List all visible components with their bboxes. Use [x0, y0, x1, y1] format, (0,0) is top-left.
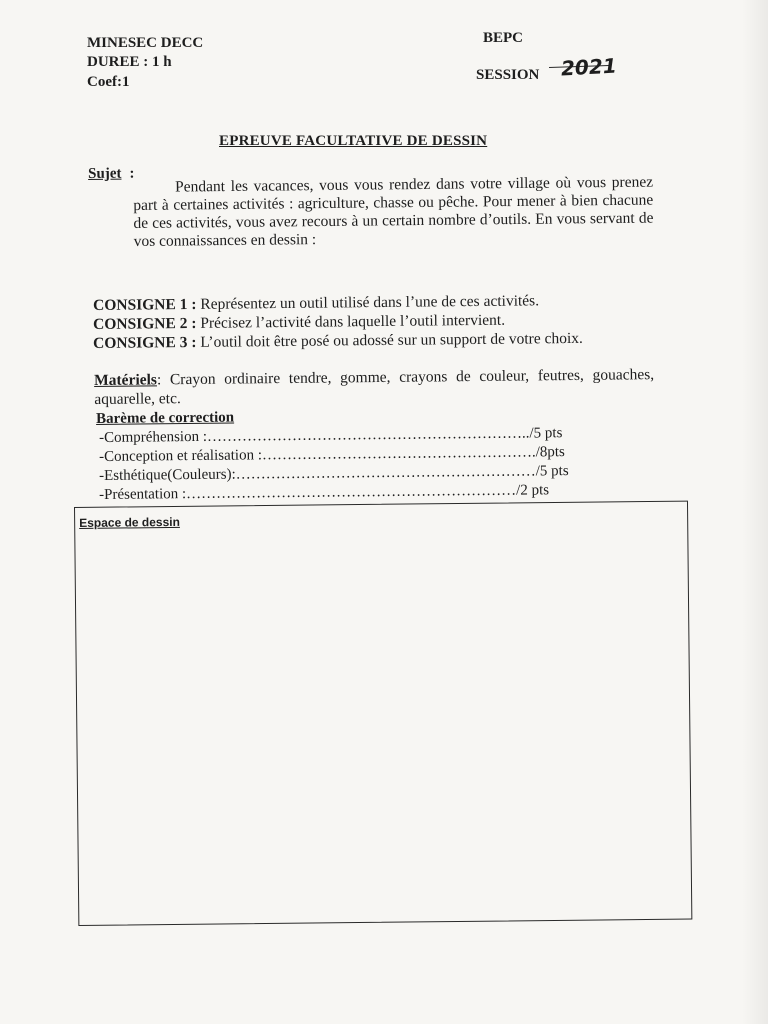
page-title: EPREUVE FACULTATIVE DE DESSIN [219, 133, 488, 149]
bareme-item: -Compréhension :………………………………………………………../5 pts [99, 425, 563, 446]
consigne-1-label: CONSIGNE 1 : [93, 295, 197, 314]
header-coefficient: Coef:1 [87, 74, 130, 90]
drawing-area[interactable] [74, 501, 692, 926]
drawing-area-label: Espace de dessin [79, 514, 180, 530]
consigne-3-text: L’outil doit être posé ou adossé sur un support de votre choix. [200, 329, 583, 351]
subject-colon: : [129, 165, 135, 182]
header-exam: BEPC [483, 30, 524, 46]
bareme-item: -Présentation :…………………………………………………………/2 pts [99, 482, 550, 503]
consigne-1-text: Représentez un outil utilisé dans l’une de ces activités. [200, 292, 540, 313]
bareme-item: -Conception et réalisation :………………………………………………./8pts [99, 444, 565, 465]
bareme-title: Barème de correction [96, 409, 235, 427]
page-edge-shadow [742, 0, 768, 1024]
subject-label: Sujet [88, 165, 122, 182]
consigne-3-label: CONSIGNE 3 : [93, 333, 197, 352]
bareme-item: -Esthétique(Couleurs):……………………………………………………/5 pts [99, 463, 569, 484]
header-duration: DUREE : 1 h [87, 54, 172, 70]
header-institution: MINESEC DECC [87, 35, 204, 51]
consigne-3 [93, 330, 583, 353]
consigne-2-text: Précisez l’activité dans laquelle l’outil intervient. [200, 311, 506, 332]
materials-text: : Crayon ordinaire tendre, gomme, crayons de couleur, feutres, gouaches, aquarelle, etc. [94, 366, 655, 408]
consigne-2-label: CONSIGNE 2 : [93, 314, 197, 333]
subject-text: Pendant les vacances, vous vous rendez dans votre village où vous prenez part à certaines activités : agriculture, chasse ou pêche. Pour mener à bien chacune de ces activités, vous avez recours à un certain nombre d’outils. En vous servant de vos connaissances en dessin : [133, 173, 654, 250]
materials [94, 365, 654, 409]
session-year: 2021 [560, 53, 618, 81]
session-label: SESSION [476, 67, 540, 83]
subject-heading [88, 165, 135, 183]
materials-label: Matériels [94, 371, 158, 389]
